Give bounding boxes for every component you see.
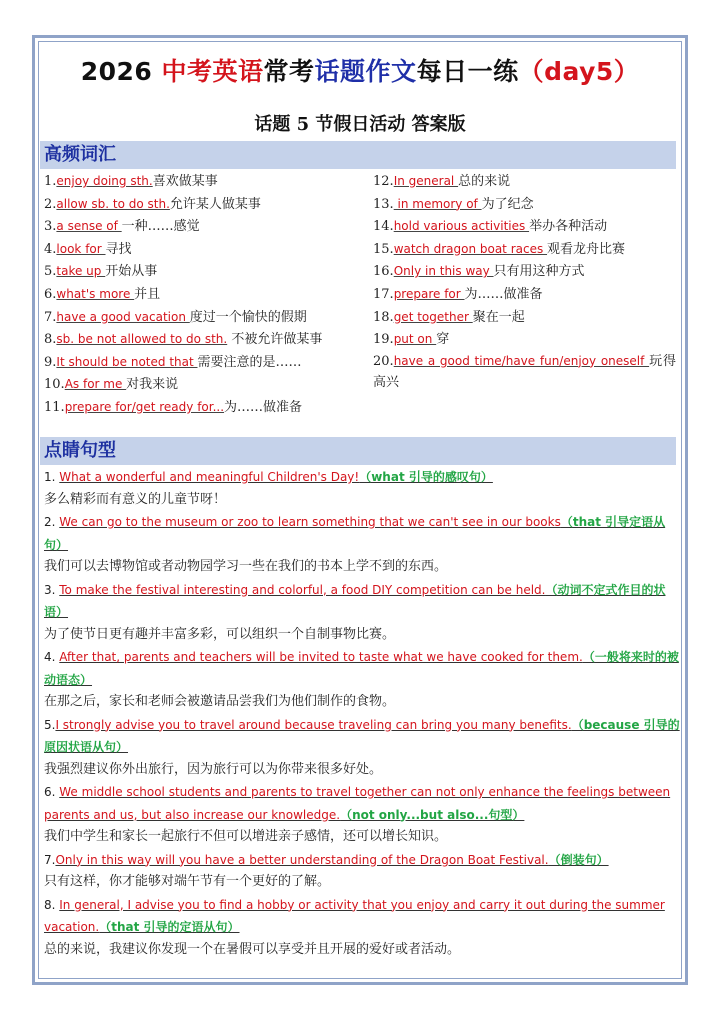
sentence-number: 6. bbox=[44, 785, 60, 799]
vocab-phrase-en: hold various activities bbox=[393, 219, 530, 234]
vocab-number: 6. bbox=[44, 286, 57, 302]
vocab-meaning-cn: 举办各种活动 bbox=[529, 219, 608, 235]
vocab-meaning-cn: 为……做准备 bbox=[224, 399, 303, 415]
sentence-en-line bbox=[44, 714, 680, 759]
vocab-number: 11. bbox=[44, 399, 65, 415]
sentence-english: Only in this way will you have a better understanding of the Dragon Boat Festival. bbox=[55, 852, 549, 867]
vocab-phrase-en: sb. be not allowed to do sth. bbox=[56, 332, 228, 347]
vocab-item bbox=[44, 396, 364, 419]
vocab-number: 7. bbox=[44, 309, 57, 325]
vocab-meaning-cn: 为……做准备 bbox=[464, 286, 543, 302]
section-header-sentences: 点睛句型 bbox=[40, 437, 676, 465]
vocab-meaning-cn: 聚在一起 bbox=[472, 309, 525, 325]
vocab-number: 1. bbox=[44, 174, 57, 189]
vocab-phrase-en: prepare for/get ready for... bbox=[64, 399, 225, 414]
title-part-day: （day5） bbox=[518, 57, 640, 86]
sentence-item bbox=[44, 894, 680, 962]
vocab-meaning-cn: 允许某人做某事 bbox=[169, 196, 261, 212]
vocab-item bbox=[373, 328, 678, 351]
sentence-number: 1. bbox=[44, 470, 60, 484]
sentence-item bbox=[44, 579, 680, 647]
title-part-year: 2026 bbox=[80, 57, 162, 86]
vocab-phrase-en: As for me bbox=[64, 377, 127, 392]
grammar-note: （what 引导的感叹句） bbox=[359, 470, 493, 484]
vocab-number: 9. bbox=[44, 354, 57, 370]
vocab-number: 8. bbox=[44, 332, 57, 348]
vocab-meaning-cn: 度过一个愉快的假期 bbox=[189, 309, 307, 325]
vocab-item bbox=[44, 193, 364, 216]
title-part-common: 常考 bbox=[263, 57, 315, 86]
sentence-en-line bbox=[44, 466, 680, 489]
sentence-item bbox=[44, 849, 680, 894]
vocab-item bbox=[44, 283, 364, 306]
sentence-number: 5. bbox=[44, 717, 56, 732]
sentence-en-line bbox=[44, 511, 680, 556]
vocab-meaning-cn: 观看龙舟比赛 bbox=[547, 241, 626, 257]
vocab-meaning-cn: 一种……感觉 bbox=[121, 219, 200, 235]
vocab-item bbox=[373, 215, 678, 238]
sentence-item bbox=[44, 466, 680, 511]
sentence-item bbox=[44, 646, 680, 714]
vocab-item bbox=[44, 328, 364, 351]
vocab-item bbox=[44, 238, 364, 261]
vocab-item bbox=[44, 215, 364, 238]
vocab-number: 14. bbox=[373, 219, 394, 235]
vocab-number: 12. bbox=[373, 174, 394, 189]
vocab-item bbox=[44, 260, 364, 283]
sentence-en-line bbox=[44, 646, 680, 691]
vocab-meaning-cn: 对我来说 bbox=[126, 377, 179, 393]
vocab-number: 16. bbox=[373, 264, 394, 280]
sentence-en-line bbox=[44, 894, 680, 939]
title-part-exam: 中考英语 bbox=[161, 57, 264, 86]
sentence-item bbox=[44, 781, 680, 849]
vocab-phrase-en: enjoy doing sth. bbox=[56, 174, 153, 188]
vocab-phrase-en: allow sb. to do sth. bbox=[56, 196, 170, 211]
sentence-number: 3. bbox=[44, 582, 60, 597]
grammar-note: （not only...but also...句型） bbox=[340, 807, 525, 822]
sentence-number: 8. bbox=[44, 897, 60, 912]
vocab-meaning-cn: 寻找 bbox=[105, 241, 132, 257]
vocab-item bbox=[373, 306, 678, 329]
vocab-item bbox=[373, 283, 678, 306]
sentence-item bbox=[44, 511, 680, 579]
vocab-phrase-en: have a good time/have fun/enjoy oneself bbox=[393, 353, 650, 368]
vocab-phrase-en: put on bbox=[393, 332, 437, 347]
sentence-english: After that, parents and teachers will be invited to taste what we have cooked for them. bbox=[59, 650, 583, 664]
vocab-number: 2. bbox=[44, 196, 57, 212]
grammar-note: （倒装句） bbox=[548, 852, 609, 867]
vocab-phrase-en: get together bbox=[393, 309, 473, 324]
vocab-number: 10. bbox=[44, 377, 65, 393]
vocab-list-right bbox=[373, 170, 678, 393]
sentence-chinese: 多么精彩而有意义的儿童节呀！ bbox=[44, 491, 227, 507]
vocab-number: 17. bbox=[373, 286, 394, 302]
vocab-meaning-cn: 玩得高兴 bbox=[373, 353, 676, 390]
vocab-number: 13. bbox=[373, 196, 394, 212]
vocab-item bbox=[44, 351, 364, 374]
page-subtitle: 话题 5 节假日活动 答案版 bbox=[254, 114, 466, 135]
sentence-chinese: 在那之后，家长和老师会被邀请品尝我们为他们制作的食物。 bbox=[44, 694, 396, 709]
sentence-english: What a wonderful and meaningful Children's Day! bbox=[59, 470, 360, 484]
vocab-phrase-en: a sense of bbox=[56, 219, 122, 234]
title-part-daily: 每日一练 bbox=[416, 57, 519, 86]
vocab-item bbox=[373, 170, 678, 193]
vocab-phrase-en: have a good vacation bbox=[56, 309, 190, 324]
vocab-phrase-en: take up bbox=[56, 264, 106, 279]
vocab-phrase-en: prepare for bbox=[393, 286, 465, 301]
vocab-meaning-cn: 总的来说 bbox=[458, 174, 511, 189]
vocab-item bbox=[373, 351, 676, 393]
sentence-chinese: 我强烈建议你外出旅行，因为旅行可以为你带来很多好处。 bbox=[44, 761, 383, 777]
sentence-chinese: 为了使节日更有趣并丰富多彩，可以组织一个自制事物比赛。 bbox=[44, 626, 396, 642]
vocab-meaning-cn: 喜欢做某事 bbox=[152, 174, 218, 189]
sentence-english: We middle school students and parents to travel together can not only enhance the feelings between parents and us, but also increase our knowledge. bbox=[44, 785, 671, 822]
vocab-meaning-cn: 只有用这种方式 bbox=[493, 264, 585, 280]
sentence-chinese: 我们中学生和家长一起旅行不但可以增进亲子感情，还可以增长知识。 bbox=[44, 829, 448, 844]
vocab-phrase-en: what's more bbox=[56, 286, 135, 301]
grammar-note: （that 引导定语从句） bbox=[44, 515, 666, 552]
sentence-number: 7. bbox=[44, 852, 56, 867]
vocab-phrase-en: Only in this way bbox=[393, 264, 494, 279]
grammar-note: （because 引导的原因状语从句） bbox=[44, 717, 680, 754]
sentence-number: 2. bbox=[44, 515, 60, 529]
sentence-number: 4. bbox=[44, 650, 60, 664]
vocab-item bbox=[44, 170, 364, 193]
sentence-chinese: 我们可以去博物馆或者动物园学习一些在我们的书本上学不到的东西。 bbox=[44, 559, 448, 574]
vocab-number: 4. bbox=[44, 241, 57, 257]
vocab-item bbox=[44, 306, 364, 329]
vocab-list-left bbox=[44, 170, 364, 419]
vocab-meaning-cn: 穿 bbox=[436, 332, 450, 348]
vocab-item bbox=[373, 238, 678, 261]
grammar-note: （动词不定式作目的状语） bbox=[44, 582, 666, 619]
sentence-en-line bbox=[44, 849, 680, 872]
vocab-number: 18. bbox=[373, 309, 394, 325]
vocab-item bbox=[44, 373, 364, 396]
vocab-meaning-cn: 为了纪念 bbox=[481, 196, 534, 212]
sentence-en-line bbox=[44, 781, 680, 826]
sentence-english: I strongly advise you to travel around because traveling can bring you many benefits. bbox=[55, 717, 572, 732]
vocab-phrase-en: look for bbox=[56, 241, 106, 256]
vocab-meaning-cn: 并且 bbox=[134, 286, 161, 302]
vocab-item bbox=[373, 260, 678, 283]
sentence-english: To make the festival interesting and colorful, a food DIY competition can be held. bbox=[59, 582, 546, 597]
grammar-note: （一般将来时的被动语态） bbox=[44, 650, 679, 687]
vocab-number: 5. bbox=[44, 264, 57, 280]
vocab-phrase-en: It should be noted that bbox=[56, 354, 198, 369]
section-header-vocab: 高频词汇 bbox=[40, 141, 676, 169]
vocab-meaning-cn: 需要注意的是…… bbox=[197, 354, 302, 370]
vocab-item bbox=[373, 193, 678, 216]
vocab-number: 3. bbox=[44, 219, 57, 235]
vocab-meaning-cn: 不被允许做某事 bbox=[227, 332, 323, 348]
sentence-list bbox=[44, 466, 680, 961]
page-title bbox=[0, 52, 720, 88]
vocab-number: 20. bbox=[373, 353, 394, 369]
title-part-topic: 话题作文 bbox=[314, 57, 417, 86]
sentence-english: We can go to the museum or zoo to learn something that we can't see in our books bbox=[59, 515, 561, 529]
vocab-number: 19. bbox=[373, 332, 394, 348]
vocab-number: 15. bbox=[373, 241, 394, 257]
sentence-chinese: 总的来说，我建议你发现一个在暑假可以享受并且开展的爱好或者活动。 bbox=[44, 941, 461, 957]
sentence-item bbox=[44, 714, 680, 782]
grammar-note: （that 引导的定语从句） bbox=[99, 920, 240, 934]
sentence-english: In general, I advise you to find a hobby or activity that you enjoy and carry it out during the summer vacation. bbox=[44, 897, 665, 934]
sentence-en-line bbox=[44, 579, 680, 624]
sentence-chinese: 只有这样，你才能够对端午节有一个更好的了解。 bbox=[44, 874, 331, 889]
vocab-phrase-en: in memory of bbox=[393, 196, 482, 211]
vocab-phrase-en: watch dragon boat races bbox=[393, 241, 548, 256]
vocab-phrase-en: In general bbox=[393, 174, 459, 188]
vocab-meaning-cn: 开始从事 bbox=[105, 264, 158, 280]
